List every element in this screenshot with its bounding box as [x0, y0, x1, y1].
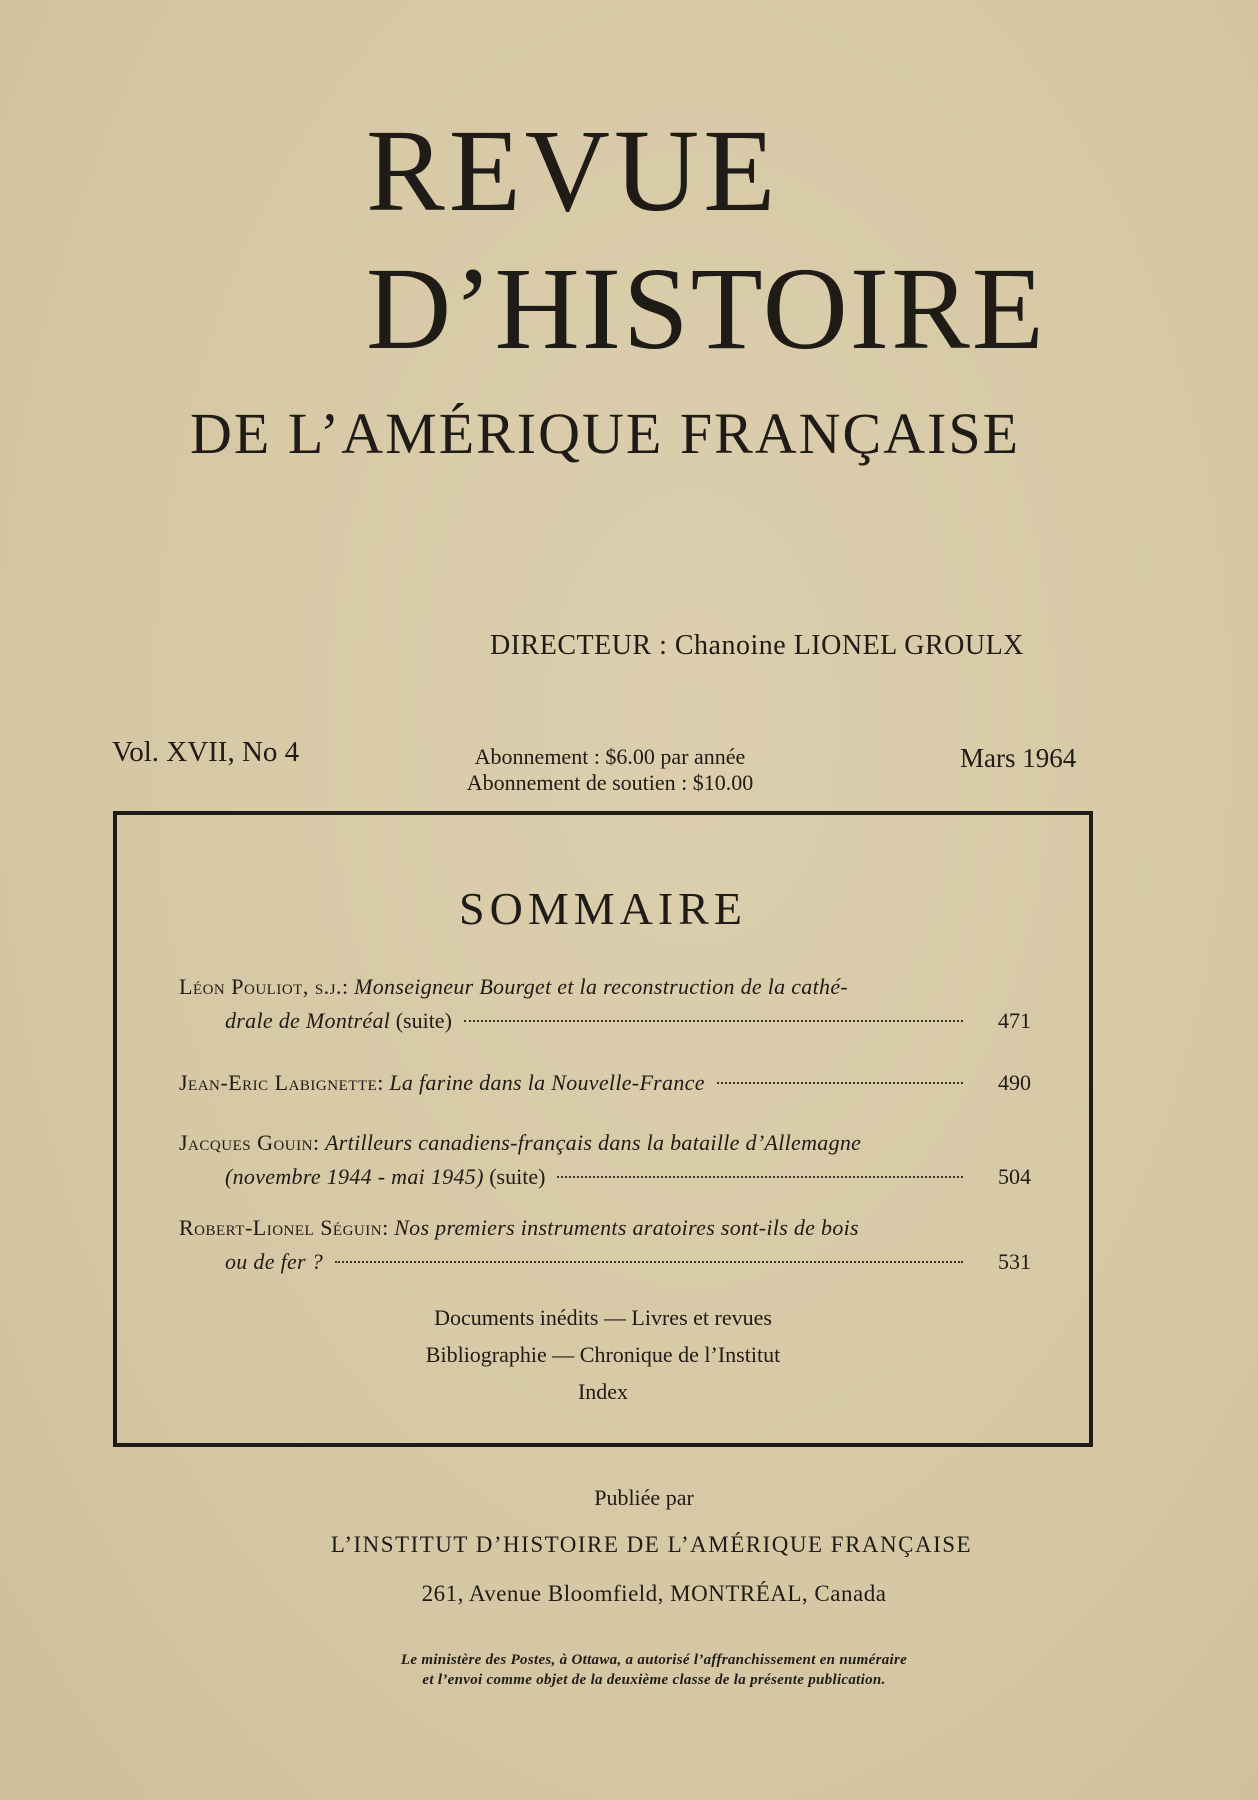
issue-date: Mars 1964 [960, 743, 1077, 773]
sections-line-3: Index [577, 1379, 629, 1404]
sections-line-1: Documents inédits — Livres et revues [434, 1305, 772, 1330]
summary-entry [179, 1066, 1031, 1100]
entry-title-continued: drale de Montréal [225, 1008, 391, 1033]
entry-title: La farine dans la Nouvelle-France [389, 1070, 705, 1095]
summary-heading: SOMMAIRE [459, 883, 747, 934]
sections-line-2: Bibliographie — Chronique de l’Institut [425, 1342, 781, 1367]
entry-author: Robert-Lionel Séguin: [179, 1215, 389, 1240]
entry-title: Monseigneur Bourget et la reconstruction de la cathé- [354, 974, 849, 999]
postal-notice-line-2: et l’envoi comme objet de la deuxième classe de la présente publication. [422, 1672, 886, 1688]
summary-entry [179, 1126, 1031, 1194]
entry-suffix: (suite) [489, 1164, 546, 1189]
publisher-institute: L’INSTITUT D’HISTOIRE DE L’AMÉRIQUE FRANÇAISE [330, 1532, 973, 1557]
entry-suffix: (suite) [395, 1008, 452, 1033]
summary-sections [117, 1299, 1089, 1410]
subscription-price: Abonnement : $6.00 par année [474, 744, 746, 769]
publisher-address: 261, Avenue Bloomfield, MONTRÉAL, Canada [421, 1581, 887, 1606]
masthead-title-line-1: REVUE [366, 105, 780, 236]
entry-title: Artilleurs canadiens-français dans la bataille d’Allemagne [325, 1130, 862, 1155]
entry-page-number: 531 [998, 1249, 1031, 1274]
entry-author: Jacques Gouin: [179, 1130, 320, 1155]
published-by: Publiée par [594, 1485, 694, 1510]
entry-title: Nos premiers instruments aratoires sont-ils de bois [394, 1215, 859, 1240]
entry-title-continued: ou de fer ? [225, 1249, 324, 1274]
entry-author: Jean-Eric Labignette: [179, 1070, 384, 1095]
entry-page-number: 471 [998, 1008, 1031, 1033]
summary-entry [179, 970, 1031, 1038]
leader-dots [335, 1261, 963, 1263]
entry-author: Léon Pouliot, s.j.: [179, 974, 349, 999]
summary-entry [179, 1211, 1031, 1279]
entry-title-continued: (novembre 1944 - mai 1945) [225, 1164, 484, 1189]
summary-box [113, 811, 1093, 1447]
masthead-title-line-3: DE L’AMÉRIQUE FRANÇAISE [190, 401, 1021, 466]
leader-dots [717, 1082, 963, 1084]
entry-page-number: 490 [998, 1070, 1031, 1095]
support-subscription-price: Abonnement de soutien : $10.00 [466, 770, 754, 795]
director-line: DIRECTEUR : Chanoine LIONEL GROULX [490, 630, 1024, 661]
entry-page-number: 504 [998, 1164, 1031, 1189]
postal-notice-line-1: Le ministère des Postes, à Ottawa, a autorisé l’affranchissement en numéraire [400, 1652, 908, 1668]
volume-number: Vol. XVII, No 4 [112, 736, 300, 768]
postal-notice [0, 1650, 1258, 1690]
leader-dots [464, 1020, 963, 1022]
masthead-title-line-2: D’HISTOIRE [366, 243, 1046, 374]
leader-dots [557, 1176, 963, 1178]
subscription-info [410, 744, 810, 796]
